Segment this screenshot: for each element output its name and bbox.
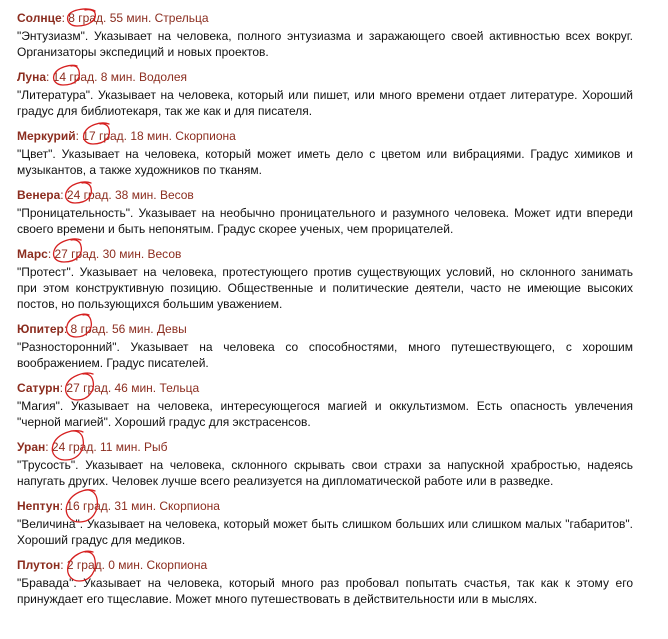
planet-name: Плутон <box>17 558 61 572</box>
entry-uranus <box>17 439 633 489</box>
planet-degree: : 16 град. 31 мин. Скорпиона <box>59 499 220 513</box>
entry-neptune <box>17 498 633 548</box>
planet-name: Луна <box>17 70 47 84</box>
entry-heading <box>17 498 633 514</box>
planet-description: "Проницательность". Указывает на необычно проницательного и разумного человека. Может идти впереди своего времени и быть непонятым. Градус скорее ученых, чем прорицателей. <box>17 206 633 236</box>
entry-saturn <box>17 380 633 430</box>
entry-heading <box>17 439 633 455</box>
planet-name: Сатурн <box>17 381 60 395</box>
planet-name: Нептун <box>17 499 60 513</box>
planet-degree: : 2 град. 0 мин. Скорпиона <box>60 558 208 572</box>
planet-description: "Трусость". Указывает на человека, склонного скрывать свои страхи за напускной храбростью, надеясь напугать других. Человек лучше всего реализуется на дипломатической работе или в разведке. <box>17 458 633 488</box>
planet-name: Солнце <box>17 11 62 25</box>
entry-heading <box>17 557 633 573</box>
planet-description: "Литература". Указывает на человека, который или пишет, или много времени отдает литературе. Хороший градус для библиотекаря, так же как и для писателя. <box>17 88 633 118</box>
planet-degree: : 27 град. 46 мин. Тельца <box>59 381 200 395</box>
entry-mars <box>17 246 633 312</box>
planet-name: Юпитер <box>17 322 64 336</box>
planet-description: "Разносторонний". Указывает на человека со способностями, много путешествующего, с хорошим воображением. Градус писателей. <box>17 340 633 370</box>
planet-description: "Протест". Указывает на человека, протестующего против существующих условий, но склонного занимать при этом конструктивную позицию. Общественные и политические деятели, часто не имеющие высоких постов, но пользующихся большим уважением. <box>17 265 633 311</box>
planet-degree: : 17 град. 18 мин. Скорпиона <box>75 129 236 143</box>
entry-moon <box>17 69 633 119</box>
entry-heading <box>17 380 633 396</box>
planet-degree: : 27 град. 30 мин. Весов <box>47 247 182 261</box>
entry-heading <box>17 69 633 85</box>
planet-degree: : 24 град. 11 мин. Рыб <box>45 440 168 454</box>
planet-description: "Бравада". Указывает на человека, который много раз пробовал попытать счастья, так как к этому его принуждает его тщеславие. Может много путешествовать в действительности или в мыслях. <box>17 576 633 606</box>
entry-sun <box>17 10 633 60</box>
planet-name: Венера <box>17 188 61 202</box>
planet-description: "Энтузиазм". Указывает на человека, полного энтузиазма и заражающего своей активностью всех вокруг. Организаторы экспедиций и новых проектов. <box>17 29 633 59</box>
entry-heading <box>17 128 633 144</box>
planet-name: Уран <box>17 440 46 454</box>
entry-heading <box>17 10 633 26</box>
planet-description: "Величина". Указывает на человека, который может быть слишком больших или слишком малых "габаритов". Хороший градус для медиков. <box>17 517 633 547</box>
planet-description: "Цвет". Указывает на человека, который может иметь дело с цветом или вибрациями. Градус химиков и музыкантов, а также художников по тканям. <box>17 147 633 177</box>
planet-name: Меркурий <box>17 129 76 143</box>
entry-pluto <box>17 557 633 607</box>
entry-jupiter <box>17 321 633 371</box>
planet-degree: : 8 град. 56 мин. Девы <box>63 322 187 336</box>
planet-name: Марс <box>17 247 48 261</box>
entry-venus <box>17 187 633 237</box>
entry-mercury <box>17 128 633 178</box>
entry-heading <box>17 246 633 262</box>
planet-degree: : 14 град. 8 мин. Водолея <box>46 70 188 84</box>
entry-heading <box>17 321 633 337</box>
planet-degree: : 8 град. 55 мин. Стрельца <box>61 11 209 25</box>
planet-description: "Магия". Указывает на человека, интересующегося магией и оккультизмом. Есть опасность увлечения "черной магией". Хороший градус для экстрасенсов. <box>17 399 633 429</box>
degree-list <box>17 10 633 616</box>
planet-degree: : 24 град. 38 мин. Весов <box>60 188 194 202</box>
entry-heading <box>17 187 633 203</box>
